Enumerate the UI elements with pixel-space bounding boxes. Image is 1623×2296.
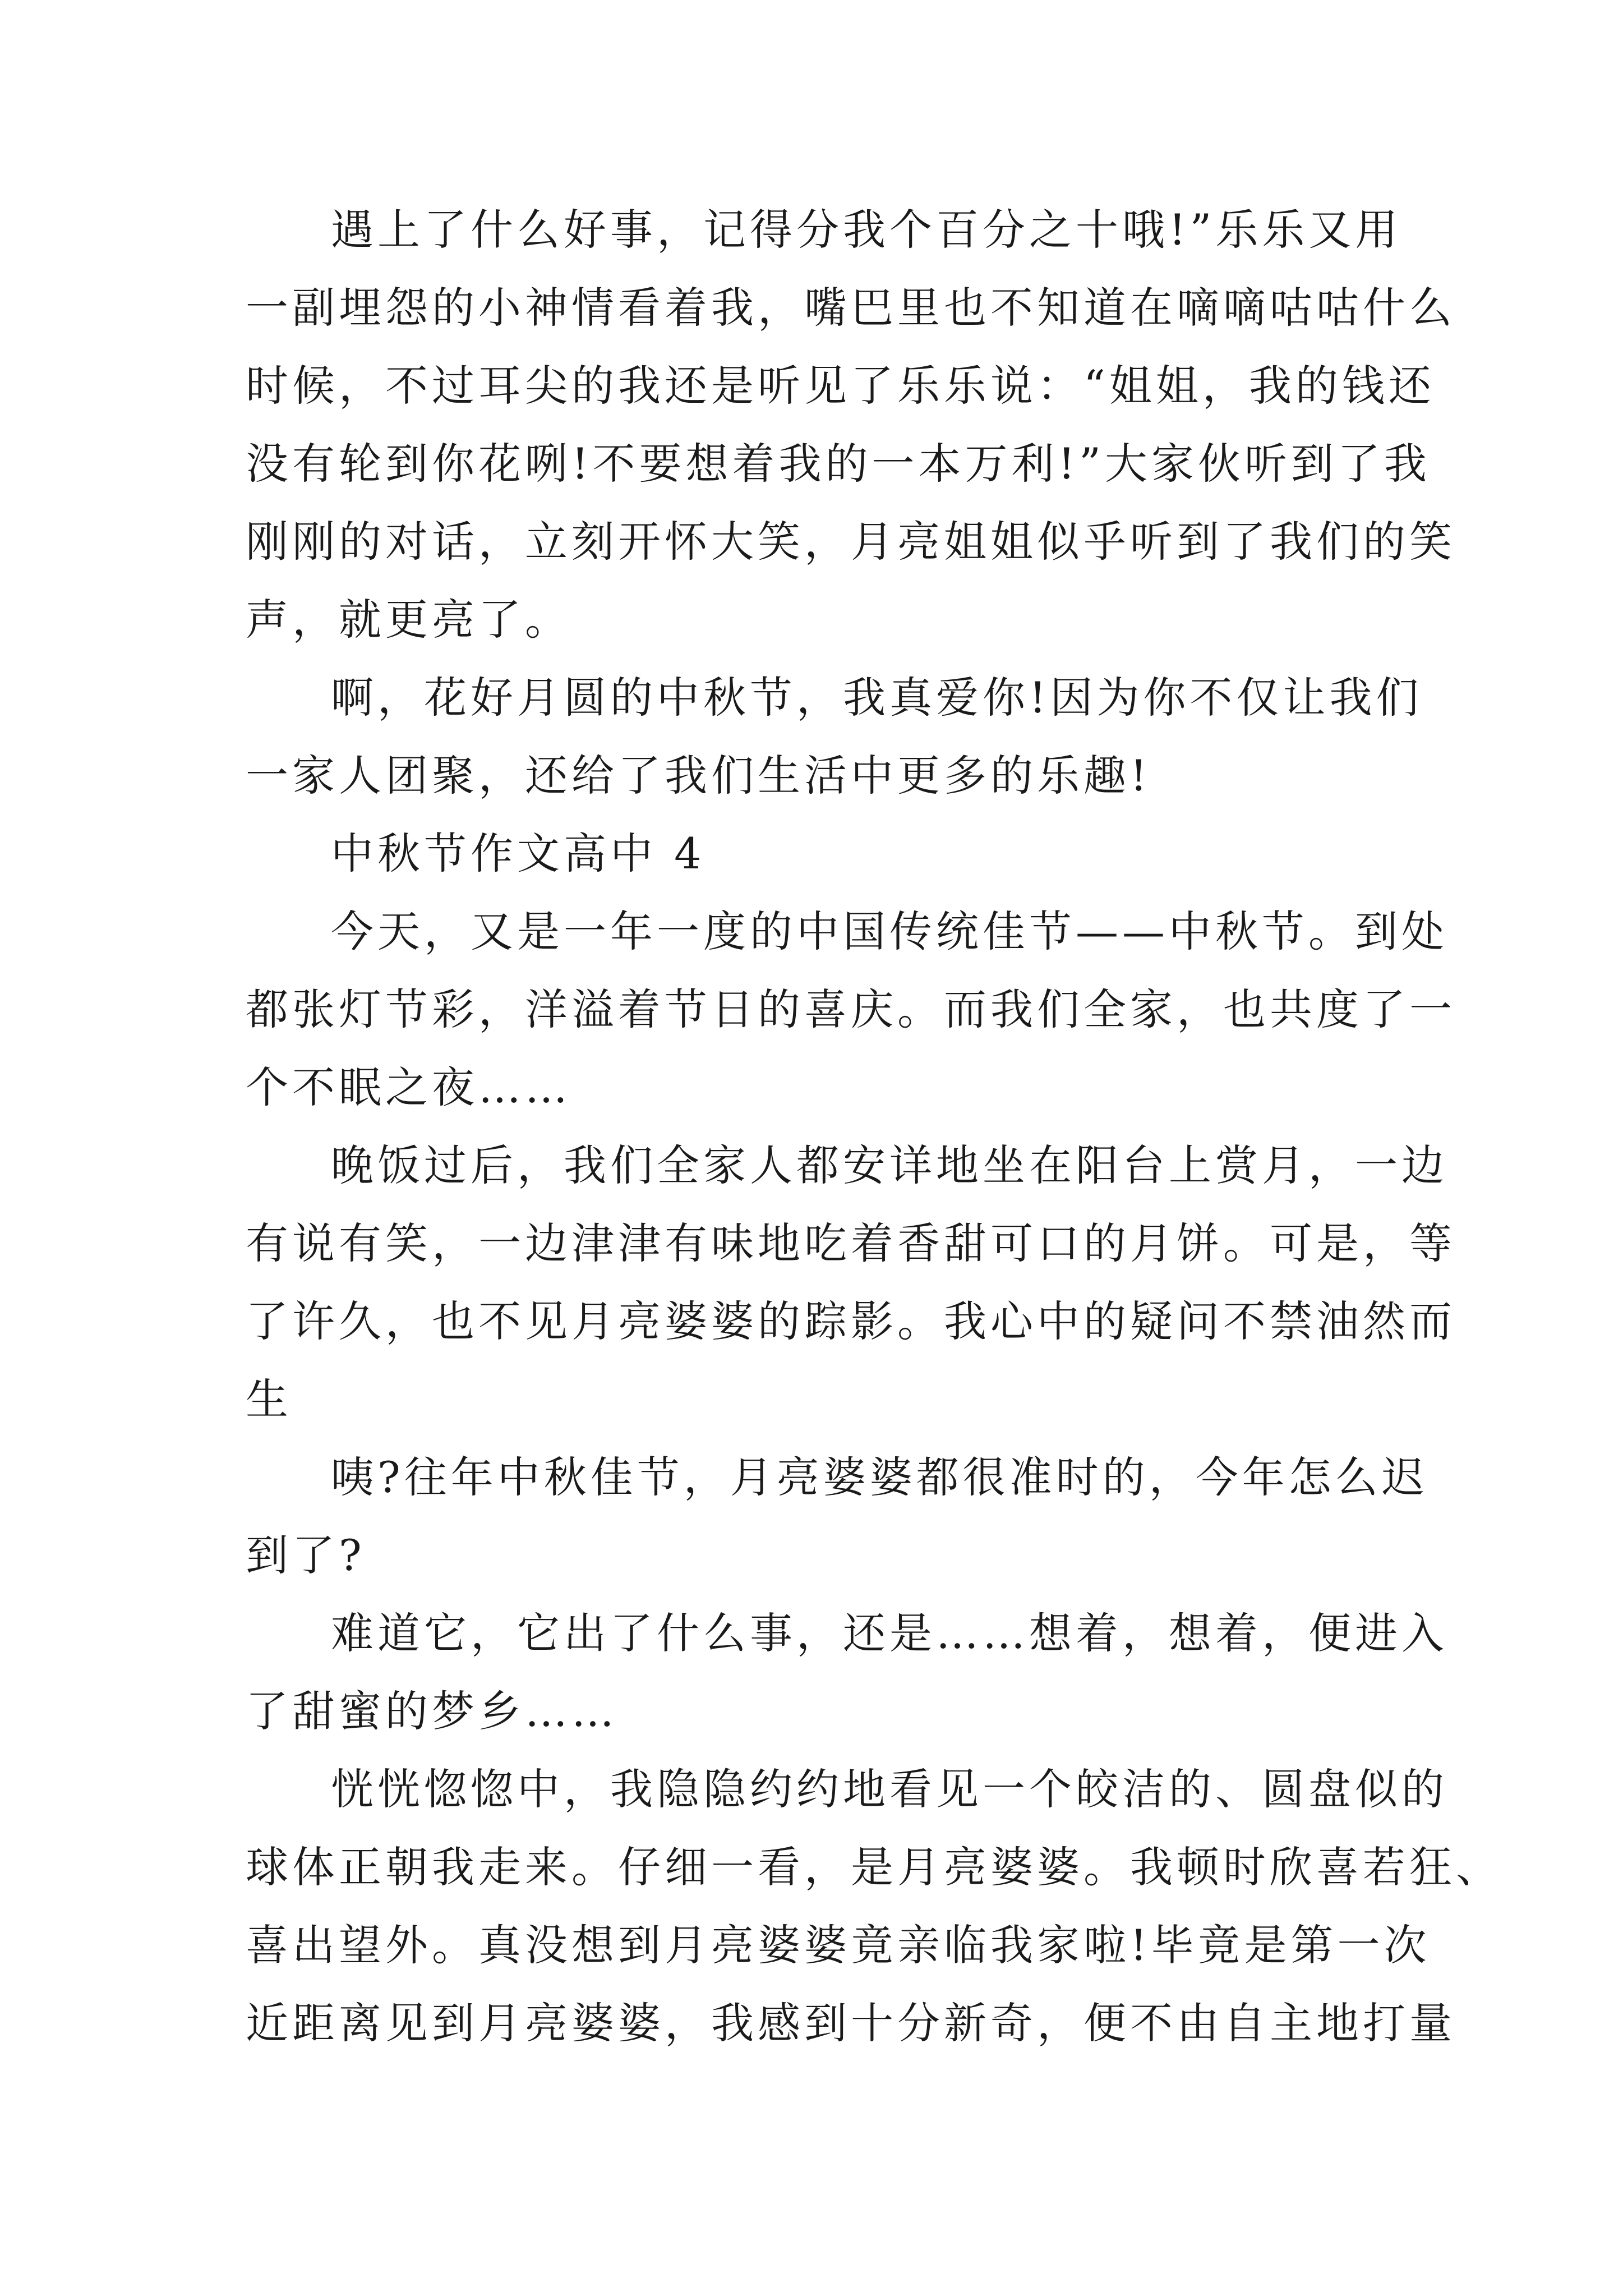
text-line: 生: [246, 1374, 292, 1424]
text-line: 有说有笑，一边津津有味地吃着香甜可口的月饼。可是，等: [246, 1218, 1456, 1268]
text-line: 一副埋怨的小神情看着我，嘴巴里也不知道在嘀嘀咕咕什么: [246, 283, 1456, 333]
essay-text: [246, 191, 1502, 2062]
text-line: 晚饭过后，我们全家人都安详地坐在阳台上赏月，一边: [331, 1140, 1448, 1190]
text-line: 喜出望外。真没想到月亮婆婆竟亲临我家啦!毕竟是第一次: [246, 1920, 1431, 1970]
text-line: 了许久，也不见月亮婆婆的踪影。我心中的疑问不禁油然而: [246, 1296, 1456, 1346]
text-line: 啊，花好月圆的中秋节，我真爱你!因为你不仅让我们: [331, 673, 1423, 723]
text-line: 声，就更亮了。: [246, 595, 571, 645]
text-line: 个不眠之夜……: [246, 1062, 571, 1112]
text-line: 到了?: [246, 1530, 366, 1580]
text-line: 难道它，它出了什么事，还是……想着，想着，便进入: [331, 1608, 1448, 1658]
text-line: 都张灯节彩，洋溢着节日的喜庆。而我们全家，也共度了一: [246, 984, 1456, 1034]
text-line: 今天，又是一年一度的中国传统佳节——中秋节。到处: [331, 907, 1448, 956]
text-line: 球体正朝我走来。仔细一看，是月亮婆婆。我顿时欣喜若狂、: [246, 1842, 1502, 1892]
section-heading: 中秋节作文高中 4: [331, 829, 706, 878]
text-line: 恍恍惚惚中，我隐隐约约地看见一个皎洁的、圆盘似的: [331, 1764, 1448, 1814]
text-line: 咦?往年中秋佳节，月亮婆婆都很准时的，今年怎么迟: [331, 1452, 1428, 1502]
text-line: 近距离见到月亮婆婆，我感到十分新奇，便不由自主地打量: [246, 1998, 1456, 2048]
text-line: 遇上了什么好事，记得分我个百分之十哦!”乐乐又用: [331, 205, 1402, 255]
text-line: 时候，不过耳尖的我还是听见了乐乐说：“姐姐，我的钱还: [246, 361, 1435, 411]
text-line: 了甜蜜的梦乡……: [246, 1686, 618, 1736]
text-line: 刚刚的对话，立刻开怀大笑，月亮姐姐似乎听到了我们的笑: [246, 517, 1456, 567]
text-line: 一家人团聚，还给了我们生活中更多的乐趣!: [246, 751, 1151, 800]
text-line: 没有轮到你花咧!不要想着我的一本万利!”大家伙听到了我: [246, 439, 1431, 489]
